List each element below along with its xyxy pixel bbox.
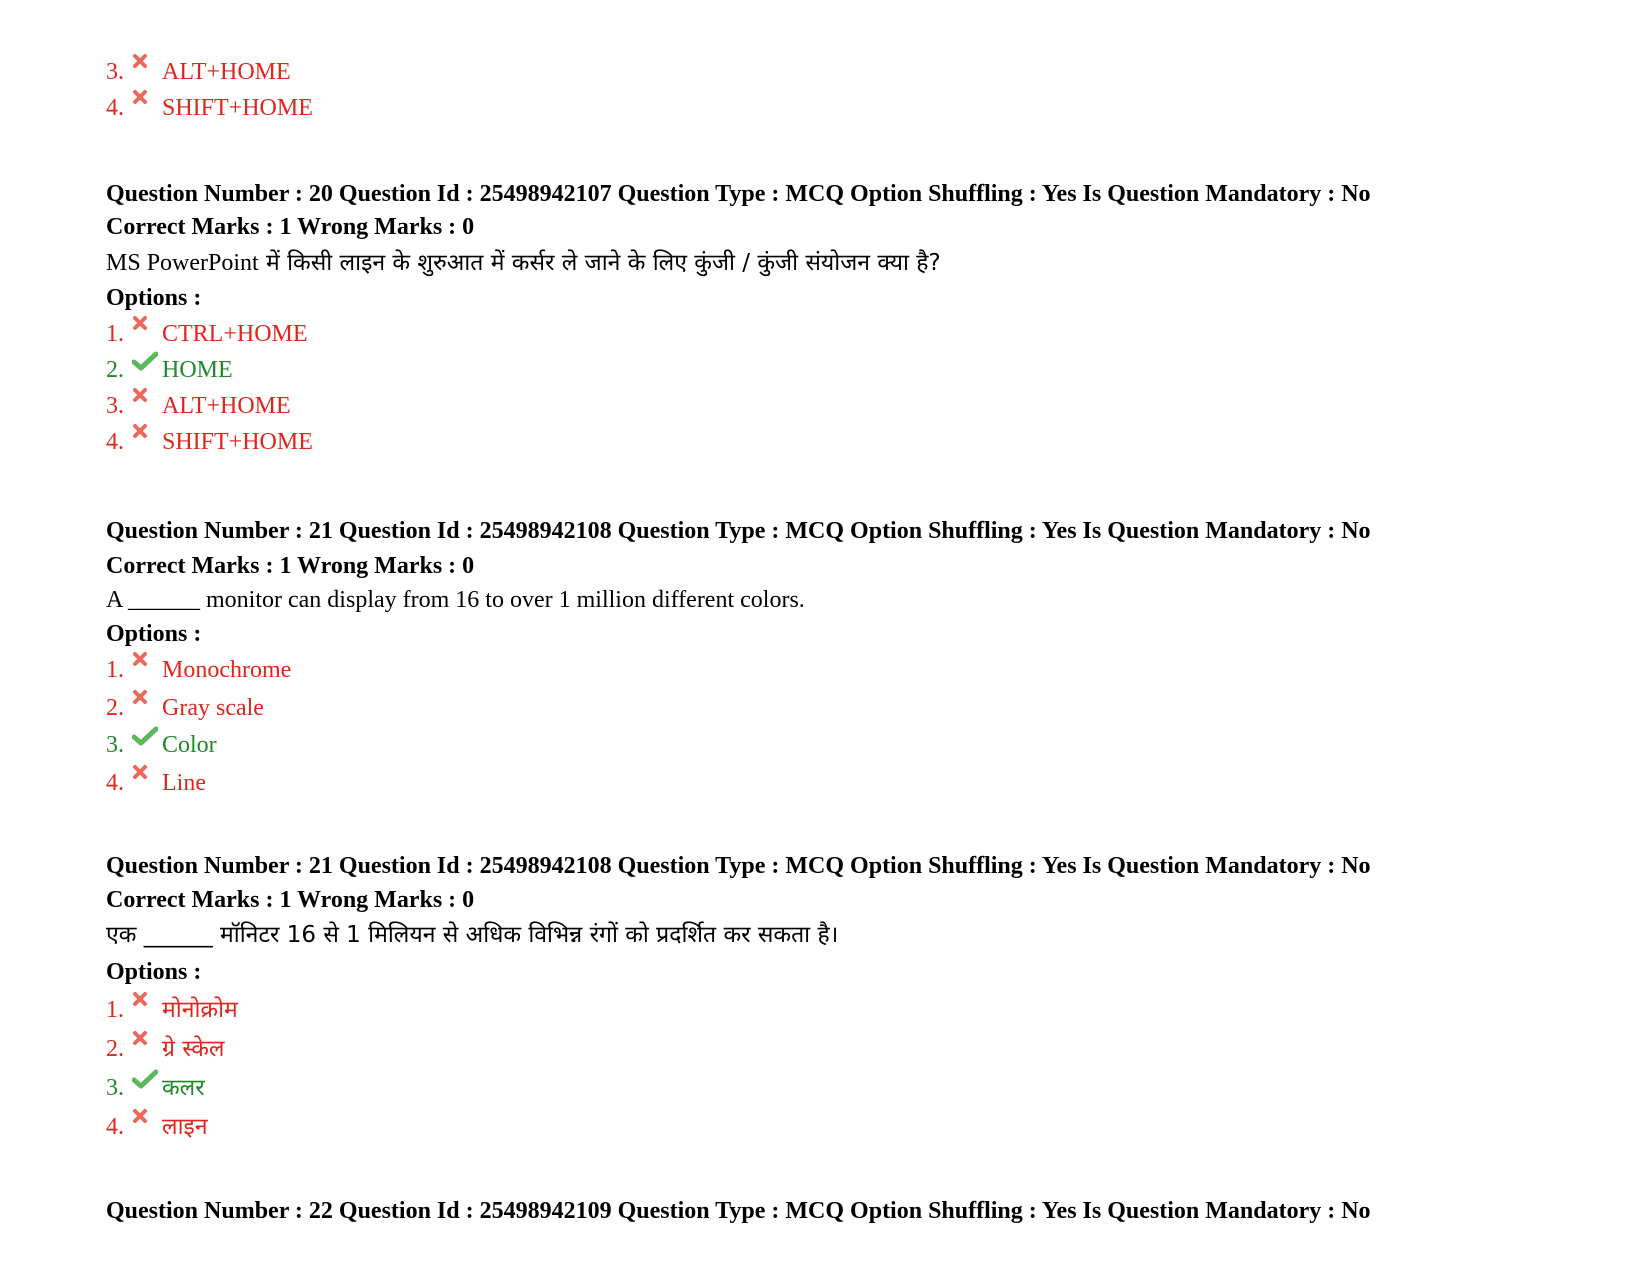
options-label: Options : (106, 959, 202, 985)
cross-icon (132, 768, 162, 792)
list-item (106, 768, 206, 798)
marks-line: Correct Marks : 1 Wrong Marks : 0 (106, 214, 475, 240)
option-number: 4. (106, 1114, 124, 1140)
list-item (106, 655, 291, 685)
option-text: ALT+HOME (162, 393, 291, 419)
option-number: 4. (106, 95, 124, 121)
list-item (106, 391, 291, 421)
option-number: 4. (106, 770, 124, 796)
list-item (106, 355, 233, 385)
option-number: 3. (106, 59, 124, 85)
option-text: Gray scale (162, 695, 264, 721)
option-text: कलर (162, 1075, 205, 1101)
option-number: 1. (106, 997, 124, 1023)
list-item (106, 319, 308, 349)
marks-line: Correct Marks : 1 Wrong Marks : 0 (106, 553, 475, 579)
option-text: SHIFT+HOME (162, 429, 313, 455)
option-number: 1. (106, 321, 124, 347)
question-header: Question Number : 20 Question Id : 25498942107 Question Type : MCQ Option Shuffling : Yes Is Question Mandatory : No (106, 181, 1371, 207)
question-header: Question Number : 21 Question Id : 25498942108 Question Type : MCQ Option Shuffling : Yes Is Question Mandatory : No (106, 518, 1371, 544)
list-item (106, 57, 291, 87)
option-number: 2. (106, 695, 124, 721)
question-text: A ______ monitor can display from 16 to over 1 million different colors. (106, 587, 805, 613)
option-text: Line (162, 770, 206, 796)
option-number: 4. (106, 429, 124, 455)
question-text-en: MS PowerPoint (106, 250, 259, 276)
question-text (106, 248, 941, 278)
list-item (106, 693, 264, 723)
list-item (106, 93, 313, 123)
option-text: मोनोक्रोम (162, 997, 238, 1023)
document-page (106, 0, 1606, 1275)
question-text: एक ______ मॉनिटर 16 से 1 मिलियन से अधिक विभिन्न रंगों को प्रदर्शित कर सकता है। (106, 922, 839, 948)
list-item (106, 427, 313, 457)
option-text: SHIFT+HOME (162, 95, 313, 121)
cross-icon (132, 693, 162, 717)
option-number: 1. (106, 657, 124, 683)
check-icon (132, 1073, 162, 1097)
list-item (106, 1034, 225, 1064)
option-number: 2. (106, 357, 124, 383)
cross-icon (132, 427, 162, 451)
list-item (106, 1073, 205, 1103)
option-text: CTRL+HOME (162, 321, 308, 347)
cross-icon (132, 995, 162, 1019)
option-number: 3. (106, 732, 124, 758)
check-icon (132, 355, 162, 379)
list-item (106, 730, 217, 760)
cross-icon (132, 319, 162, 343)
cross-icon (132, 1112, 162, 1136)
option-text: ग्रे स्केल (162, 1036, 225, 1062)
option-text: Monochrome (162, 657, 292, 683)
option-text: ALT+HOME (162, 59, 291, 85)
cross-icon (132, 655, 162, 679)
options-label: Options : (106, 285, 202, 311)
options-label: Options : (106, 621, 202, 647)
list-item (106, 995, 238, 1025)
cross-icon (132, 1034, 162, 1058)
cross-icon (132, 391, 162, 415)
option-number: 3. (106, 393, 124, 419)
option-text: Color (162, 732, 217, 758)
option-text: लाइन (162, 1114, 208, 1140)
option-number: 2. (106, 1036, 124, 1062)
marks-line: Correct Marks : 1 Wrong Marks : 0 (106, 887, 475, 913)
question-header: Question Number : 21 Question Id : 25498942108 Question Type : MCQ Option Shuffling : Yes Is Question Mandatory : No (106, 853, 1371, 879)
cross-icon (132, 93, 162, 117)
option-number: 3. (106, 1075, 124, 1101)
list-item (106, 1112, 208, 1142)
cross-icon (132, 57, 162, 81)
option-text: HOME (162, 357, 233, 383)
question-text-hi: में किसी लाइन के शुरुआत में कर्सर ले जाने के लिए कुंजी / कुंजी संयोजन क्या है? (258, 250, 941, 276)
question-header: Question Number : 22 Question Id : 25498942109 Question Type : MCQ Option Shuffling : Yes Is Question Mandatory : No (106, 1198, 1371, 1224)
check-icon (132, 730, 162, 754)
